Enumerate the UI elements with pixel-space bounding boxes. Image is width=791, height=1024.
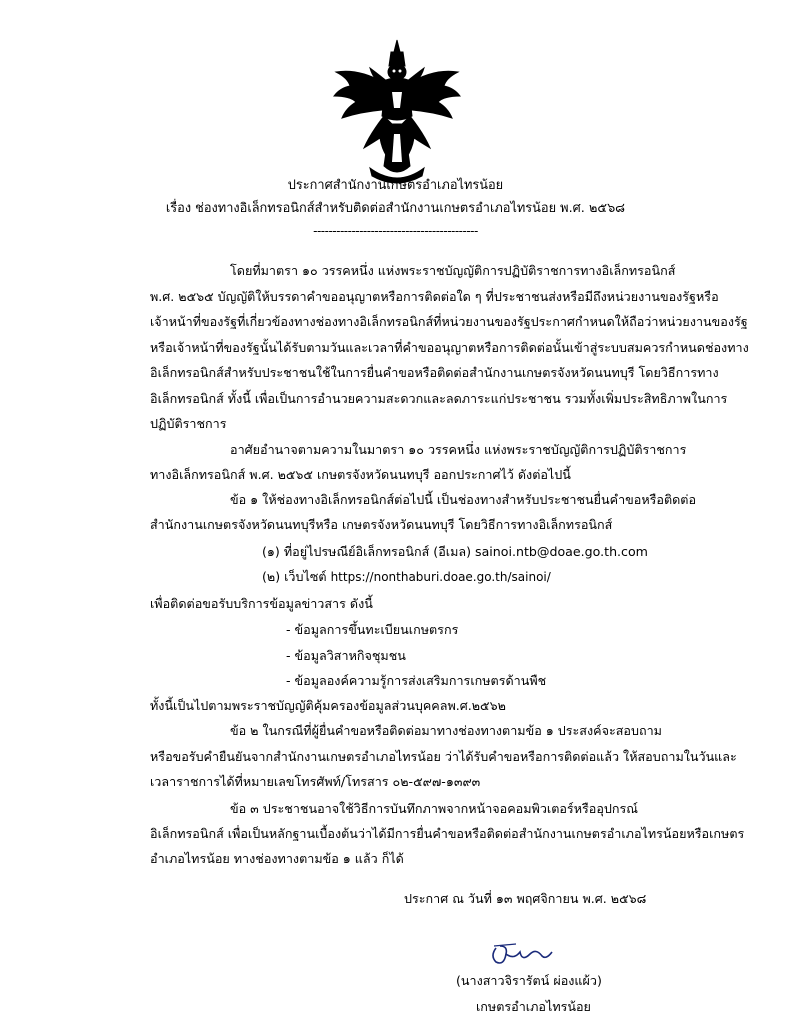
paragraph-line: เจ้าหน้าที่ของรัฐที่เกี่ยวข้องทางช่องทางอิเล็กทรอนิกส์ที่หน่วยงานของรัฐประกาศกำหนดให้ถือว่าหน่วยงานของรัฐ — [150, 314, 748, 329]
clause-line: หรือขอรับคำยืนยันจากสำนักงานเกษตรอำเภอไทรน้อย ว่าได้รับคำขอหรือการติดต่อแล้ว ให้สอบถามในวันและ — [150, 749, 737, 764]
paragraph-line: อาศัยอำนาจตามความในมาตรา ๑๐ วรรคหนึ่ง แห่งพระราชบัญญัติการปฏิบัติราชการ — [230, 442, 687, 457]
document-subject: เรื่อง ช่องทางอิเล็กทรอนิกส์สำหรับติดต่อสำนักงานเกษตรอำเภอไทรน้อย พ.ศ. ๒๕๖๘ — [165, 201, 626, 216]
clause-line: ข้อ ๑ ให้ช่องทางอิเล็กทรอนิกส์ต่อไปนี้ เป็นช่องทางสำหรับประชาชนยื่นคำขอหรือติดต่อ — [230, 492, 697, 507]
separator-line: ------------------------------------------- — [313, 224, 478, 238]
paragraph-line: พ.ศ. ๒๕๖๕ บัญญัติให้บรรดาคำขออนุญาตหรือการติดต่อใด ๆ ที่ประชาชนส่งหรือมีถึงหน่วยงานของรัฐหรือ — [150, 289, 719, 304]
paragraph-line: อิเล็กทรอนิกส์สำหรับประชาชนใช้ในการยื่นคำขอหรือติดต่อสำนักงานเกษตรจังหวัดนนทบุรี โดยวิธีการทาง — [150, 365, 719, 380]
clause-line: อิเล็กทรอนิกส์ เพื่อเป็นหลักฐานเบื้องต้นว่าได้มีการยื่นคำขอหรือติดต่อสำนักงานเกษตรอำเภอไทรน้อยหรือเกษตร — [150, 826, 745, 841]
signer-name: (นางสาวจิรารัตน์ ผ่องแผ้ว) — [456, 973, 602, 988]
website-label: (๒) เว็บไซต์ — [262, 569, 327, 584]
paragraph-line: ทางอิเล็กทรอนิกส์ พ.ศ. ๒๕๖๕ เกษตรจังหวัดนนทบุรี ออกประกาศไว้ ดังต่อไปนี้ — [150, 467, 571, 482]
clause-line: สำนักงานเกษตรจังหวัดนนทบุรีหรือ เกษตรจังหวัดนนทบุรี โดยวิธีการทางอิเล็กทรอนิกส์ — [150, 517, 613, 532]
paragraph-line: อิเล็กทรอนิกส์ ทั้งนี้ เพื่อเป็นการอำนวยความสะดวกและลดภาระแก่ประชาชน รวมทั้งเพิ่มประสิทธิภาพในการ — [150, 391, 728, 406]
clause-line: เวลาราชการได้ที่หมายเลขโทรศัพท์/โทรสาร ๐๒-๕๙๗-๑๓๙๓ — [150, 774, 481, 789]
info-list-item: - ข้อมูลวิสาหกิจชุมชน — [286, 648, 406, 663]
paragraph-line: หรือเจ้าหน้าที่ของรัฐนั้นได้รับตามวันและเวลาที่คำขออนุญาตหรือการติดต่อนั้นเข้าสู่ระบบสมควรกำหนดช่องทาง — [150, 340, 749, 355]
contact-intro: เพื่อติดต่อขอรับบริการข้อมูลข่าวสาร ดังนี้ — [150, 596, 373, 611]
clause-line: ข้อ ๓ ประชาชนอาจใช้วิธีการบันทึกภาพจากหน้าจอคอมพิวเตอร์หรืออุปกรณ์ — [230, 801, 638, 816]
clause-line: ข้อ ๒ ในกรณีที่ผู้ยื่นคำขอหรือติดต่อมาทางช่องทางตามข้อ ๑ ประสงค์จะสอบถาม — [230, 723, 662, 738]
announce-date: ประกาศ ณ วันที่ ๑๓ พฤศจิกายน พ.ศ. ๒๕๖๘ — [404, 891, 647, 906]
paragraph-line: โดยที่มาตรา ๑๐ วรรคหนึ่ง แห่งพระราชบัญญัติการปฏิบัติราชการทางอิเล็กทรอนิกส์ — [230, 263, 676, 278]
signature-image — [486, 940, 556, 968]
document-title: ประกาศสำนักงานเกษตรอำเภอไทรน้อย — [287, 178, 504, 193]
website-link[interactable]: https://nonthaburi.doae.go.th/sainoi/ — [330, 570, 551, 584]
email-line: (๑) ที่อยู่ไปรษณีย์อิเล็กทรอนิกส์ (อีเมล) sainoi.ntb@doae.go.th.com — [262, 544, 648, 559]
signer-position: เกษตรอำเภอไทรน้อย — [476, 999, 591, 1014]
info-list-item: - ข้อมูลการขึ้นทะเบียนเกษตรกร — [286, 622, 459, 637]
pdpa-line: ทั้งนี้เป็นไปตามพระราชบัญญัติคุ้มครองข้อมูลส่วนบุคคลพ.ศ.๒๕๖๒ — [150, 698, 506, 713]
garuda-emblem-icon — [330, 38, 464, 188]
paragraph-line: ปฏิบัติราชการ — [150, 416, 227, 431]
clause-line: อำเภอไทรน้อย ทางช่องทางตามข้อ ๑ แล้ว ก็ได้ — [150, 851, 404, 866]
website-line — [262, 568, 551, 586]
info-list-item: - ข้อมูลองค์ความรู้การส่งเสริมการเกษตรด้านพืช — [286, 673, 547, 688]
